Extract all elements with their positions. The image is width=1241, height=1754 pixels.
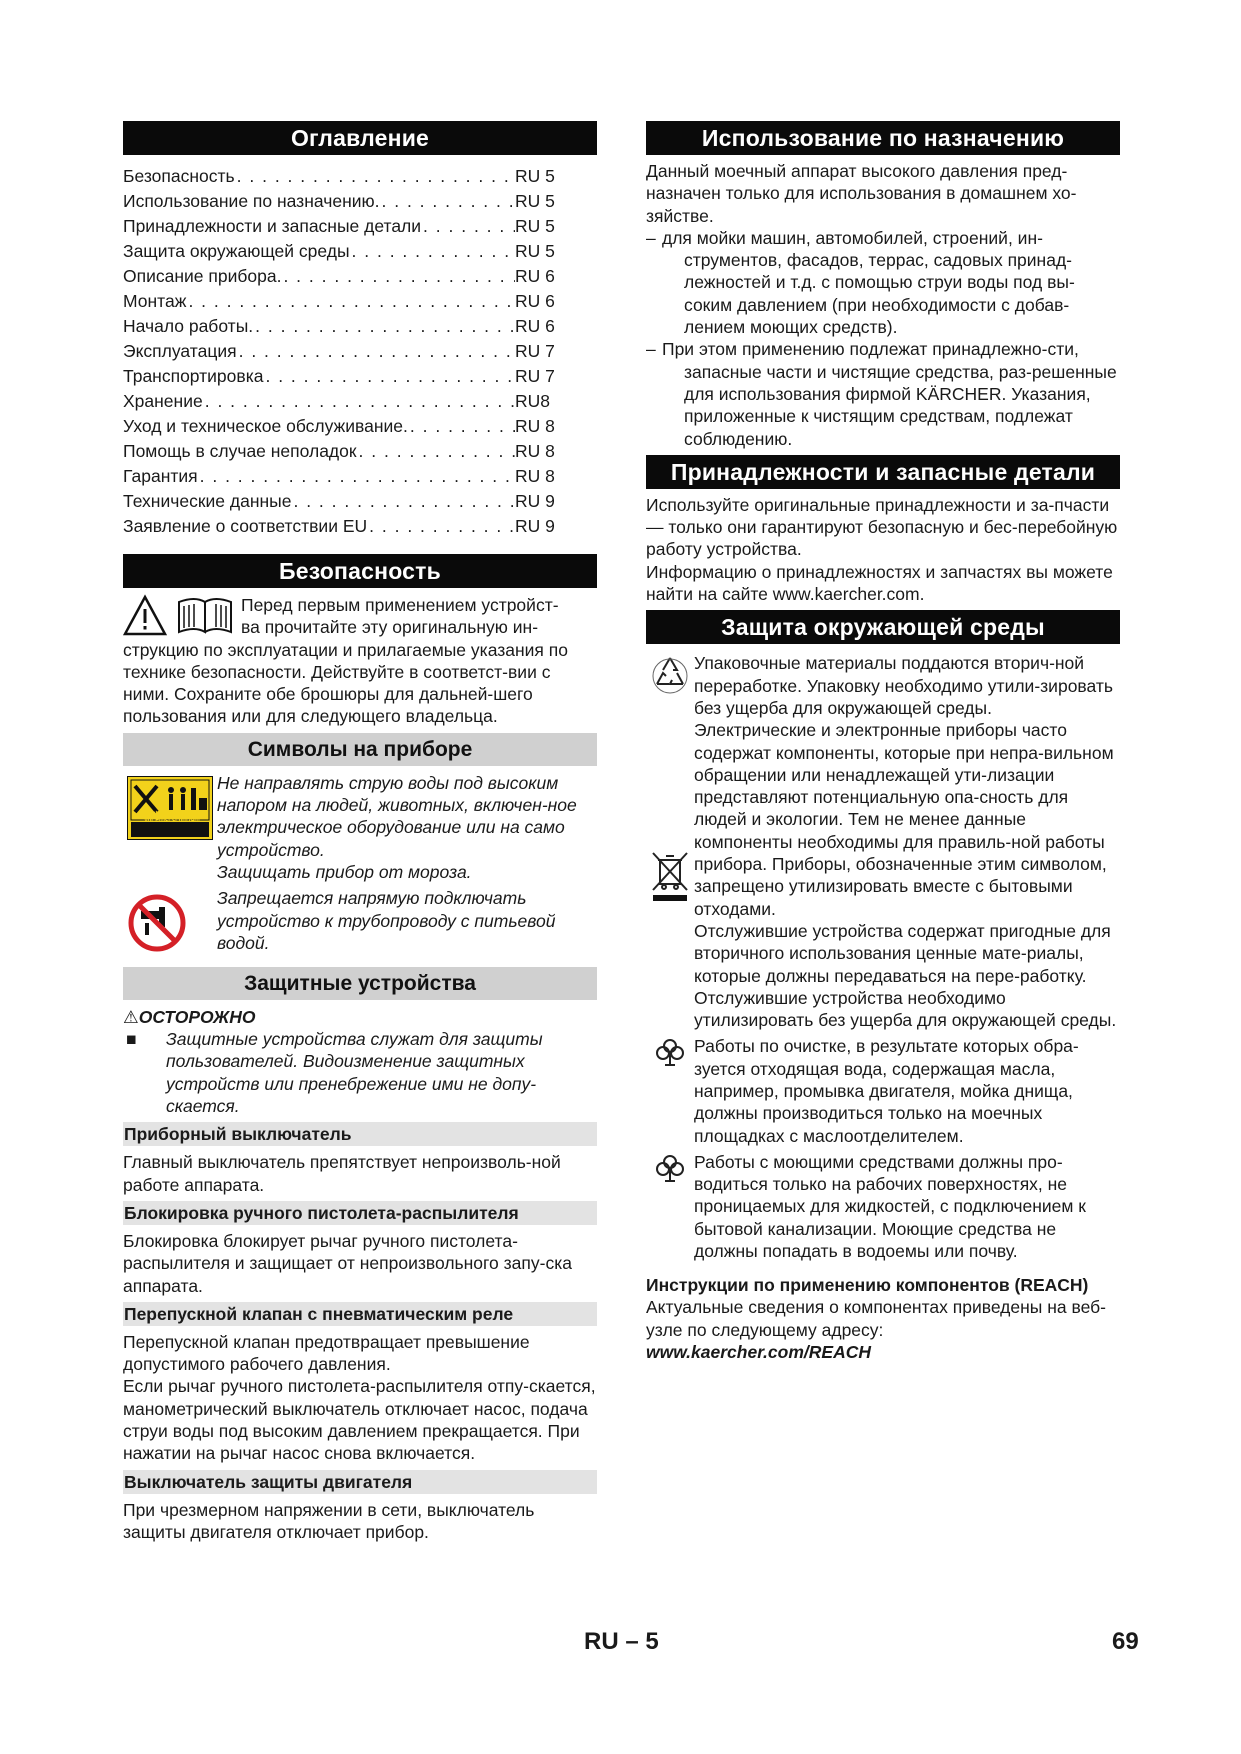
symbols-title: Символы на приборе [123, 733, 597, 766]
toc-leader-dots [350, 239, 515, 264]
lock-title: Блокировка ручного пистолета-распылителя [123, 1201, 597, 1225]
toc-row-page: RU 5 [515, 241, 555, 261]
environment-tree-icon [655, 1037, 685, 1067]
left-column [123, 121, 597, 1543]
page-number: 69 [1112, 1628, 1139, 1655]
toc-leader-dots [263, 364, 515, 389]
use-intro: Данный моечный аппарат высокого давления пред-назначен только для использования в домашнем хо-зяйстве. [646, 161, 1077, 226]
caution-bullet: ■ Защитные устройства служат для защиты пользователей. Видоизменение защитных устройств или пренебрежение ими не допу-скается. [123, 1028, 597, 1117]
toc-row-label: Принадлежности и запасные детали [123, 216, 422, 236]
toc-row[interactable] [123, 239, 561, 264]
safety-intro-line2: ва прочитайте эту оригинальную ин- [241, 617, 539, 638]
toc-row[interactable] [123, 339, 561, 364]
toc-leader-dots [367, 514, 515, 539]
valve-text2: Если рычаг ручного пистолета-распылителя отпу-скается, манометрический выключатель отключает насос, подача струи воды под высоким давлением прекращается. При нажатии на рычаг насос снова включается. [123, 1376, 596, 1464]
toc-leader-dots [253, 314, 515, 339]
oil-block [646, 1035, 1120, 1146]
toc-row[interactable] [123, 189, 561, 214]
toc-row-label: Безопасность [123, 166, 235, 186]
toc-row-page: RU 7 [515, 366, 555, 386]
caution-icon: ⚠ [123, 1007, 139, 1028]
toc-leader-dots [380, 189, 516, 214]
toc-row-label: Помощь в случае неполадок [123, 441, 357, 461]
symbol1-text2: Защищать прибор от мороза. [217, 861, 472, 882]
toc-leader-dots [203, 389, 515, 414]
toc-row[interactable] [123, 214, 561, 239]
toc-row[interactable] [123, 364, 561, 389]
caution-heading: ⚠ОСТОРОЖНО [123, 1007, 256, 1028]
toc-row-page: RU 6 [515, 266, 555, 286]
toc-list [123, 164, 597, 539]
safety-intro [123, 594, 597, 639]
safety-title: Безопасность [123, 554, 597, 588]
frost-label-de: Vor Frost schützen! [144, 818, 200, 825]
warning-triangle-book-icon [123, 594, 241, 638]
toc-row-page: RU 5 [515, 166, 555, 186]
no-drinking-water-connection-icon [127, 893, 187, 953]
toc-row-label: Технические данные [123, 491, 292, 511]
toc-row[interactable] [123, 489, 561, 514]
toc-row[interactable] [123, 514, 561, 539]
safety-intro-rest: струкцию по эксплуатации и прилагаемые указания по технике безопасности. Действуйте в соответст-вии с ними. Сохраните обе брошюры для дальней-шего пользования или для следующего владельца. [123, 639, 568, 727]
toc-row-label: Описание прибора. [123, 266, 282, 286]
toc-leader-dots [198, 464, 515, 489]
symbol1-text: Не направлять струю воды под высоким напором на людей, животных, включен-ное электрическое оборудование или на само устройство. [217, 772, 577, 860]
toc-row-label: Заявление о соответствии EU [123, 516, 368, 536]
toc-row-label: Начало работы. [123, 316, 254, 336]
toc-row-label: Монтаж [123, 291, 187, 311]
reach-url[interactable]: www.kaercher.com/REACH [646, 1341, 871, 1362]
toc-row-page: RU 9 [515, 491, 555, 511]
square-bullet-icon: ■ [126, 1029, 137, 1050]
toc-row[interactable] [123, 264, 561, 289]
frost-label-en: Protect from frost! [145, 811, 199, 818]
toc-row-label: Защита окружающей среды [123, 241, 350, 261]
detergent-text: Работы с моющими средствами должны про-водиться только на рабочих поверхностях, не проницаемых для жидкостей, с подключением к бытовой канализации. Моющие средства не должны попадать в водоемы или почву. [694, 1151, 1086, 1262]
oil-text: Работы по очистке, в результате которых обра-зуется отходящая вода, содержащая масла, например, промывка двигателя, мойка днища, должны производиться только на моечных площадках с маслоотделителем. [694, 1036, 1079, 1146]
toc-row-label: Использование по назначению. [123, 191, 380, 211]
symbol2-text: Запрещается напрямую подключать устройство к трубопроводу с питьевой водой. [217, 888, 556, 953]
use-item-2: – При этом применению подлежат принадлежно-сти, запасные части и чистящие средства, раз-решенные для использования фирмой KÄRCHER. Указания, приложенные к чистящим средствам, подлежат соблюдению. [646, 339, 1117, 449]
weee-text1: Электрические и электронные приборы часто содержат компоненты, которые при непра-вильном обращении или ненадлежащей ути-лизации представляют потенциальную опа-сность для людей и экологии. Тем не менее данные компоненты необходимы для правиль-ной работы прибора. Приборы, обозначенные этим символом, запрещено утилизировать вместе с бытовыми отходами. [694, 720, 1114, 919]
toc-row-page: RU 5 [515, 216, 555, 236]
toc-row-page: RU8 [515, 391, 551, 411]
toc-row-label: Уход и техническое обслуживание. [123, 416, 408, 436]
toc-row-page: RU 6 [515, 291, 555, 311]
toc-row[interactable] [123, 389, 561, 414]
toc-row[interactable] [123, 464, 561, 489]
switch-text: Главный выключатель препятствует непроизволь-ной работе аппарата. [123, 1152, 561, 1195]
detergent-block [646, 1151, 1120, 1262]
accessories-text1: Используйте оригинальные принадлежности и за-пчасти — только они гарантируют безопасную и бес-перебойную работу устройства. [646, 494, 1118, 560]
toc-leader-dots [291, 489, 515, 514]
recycle-icon [650, 654, 690, 694]
toc-row[interactable] [123, 289, 561, 314]
symbol-drinkingwater-block [123, 887, 597, 954]
toc-row[interactable] [123, 164, 561, 189]
toc-row[interactable] [123, 314, 561, 339]
environment-tree-icon [655, 1153, 685, 1183]
accessories-text2: Информацию о принадлежностях и запчастях вы можете найти на сайте www.kaercher.com. [646, 561, 1113, 605]
crossed-bin-icon [650, 850, 690, 902]
toc-leader-dots [186, 289, 515, 314]
switch-title: Приборный выключатель [123, 1122, 597, 1146]
motor-text: При чрезмерном напряжении в сети, выключатель защиты двигателя отключает прибор. [123, 1499, 535, 1542]
toc-row-page: RU 8 [515, 416, 555, 436]
toc-row[interactable] [123, 439, 561, 464]
reach-text: Актуальные сведения о компонентах приведены на веб-узле по следующему адресу: [646, 1297, 1106, 1340]
toc-leader-dots [235, 164, 515, 189]
use-item-1: – для мойки машин, автомобилей, строений, ин-струментов, фасадов, террас, садовых принад-лежностей и т.д. с помощью струи воды под вы-соким давлением (при необходимости с добав-лением моющих средств). [646, 227, 1075, 338]
toc-leader-dots [357, 439, 515, 464]
toc-leader-dots [421, 214, 515, 239]
toc-row-label: Гарантия [123, 466, 198, 486]
toc-row-page: RU 8 [515, 466, 555, 486]
valve-title: Перепускной клапан с пневматическим реле [123, 1302, 597, 1326]
recycle-block [646, 652, 1120, 719]
toc-row-label: Эксплуатация [123, 341, 237, 361]
environment-title: Защита окружающей среды [646, 610, 1120, 644]
devices-title: Защитные устройства [123, 967, 597, 1000]
toc-row-label: Транспортировка [123, 366, 264, 386]
toc-row-page: RU 9 [515, 516, 555, 536]
section-page-number: RU – 5 [584, 1628, 659, 1655]
warning-manual-icon-group [123, 594, 241, 639]
toc-row-page: RU 5 [515, 191, 555, 211]
toc-row[interactable] [123, 414, 561, 439]
toc-row-page: RU 8 [515, 441, 555, 461]
toc-row-page: RU 6 [515, 316, 555, 336]
toc-leader-dots [281, 264, 515, 289]
recycle-text: Упаковочные материалы поддаются вторич-ной переработке. Упаковку необходимо утили-зировать без ущерба для окружающей среды. [694, 653, 1114, 718]
use-title: Использование по назначению [646, 121, 1120, 155]
high-pressure-warning-icon [127, 776, 213, 840]
reach-title: Инструкции по применению компонентов (REACH) [646, 1275, 1089, 1296]
toc-leader-dots [237, 339, 515, 364]
toc-title: Оглавление [123, 121, 597, 155]
lock-text: Блокировка блокирует рычаг ручного пистолета-распылителя и защищает от непроизвольного запу-ска аппарата. [123, 1230, 572, 1296]
weee-block [646, 719, 1120, 1031]
motor-title: Выключатель защиты двигателя [123, 1470, 597, 1494]
symbol-highpressure-block [123, 772, 597, 883]
safety-intro-line1: Перед первым применением устройст- [241, 595, 559, 615]
toc-row-page: RU 7 [515, 341, 555, 361]
valve-text1: Перепускной клапан предотвращает превышение допустимого рабочего давления. [123, 1331, 530, 1375]
weee-text2: Отслужившие устройства содержат пригодные для вторичного использования ценные мате-риалы, которые должны передаваться на пере-работку. Отслужившие устройства необходимо утилизировать без ущерба для окружающей среды. [694, 920, 1117, 1031]
toc-leader-dots [408, 414, 515, 439]
accessories-title: Принадлежности и запасные детали [646, 455, 1120, 489]
toc-row-label: Хранение [123, 391, 203, 411]
right-column [646, 121, 1120, 1363]
